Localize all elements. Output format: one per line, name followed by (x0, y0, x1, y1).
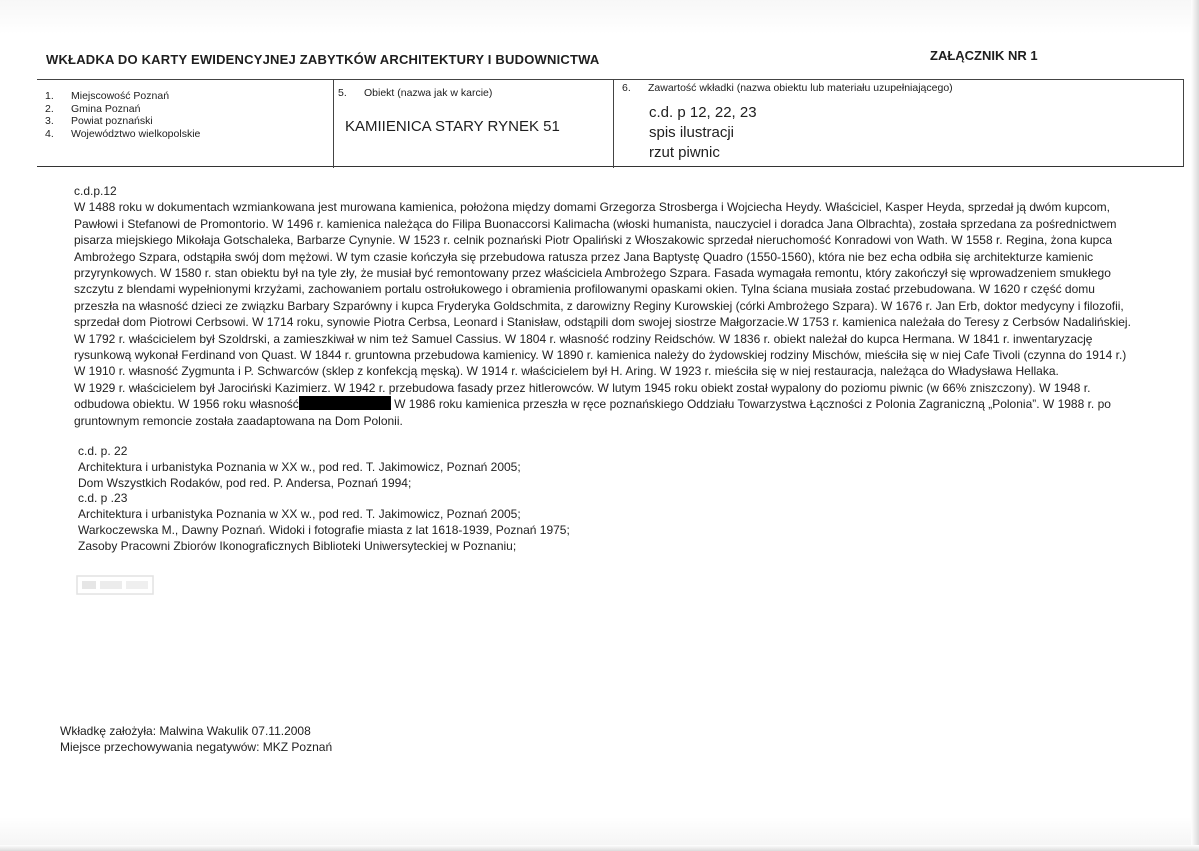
text-line: W 1792 r. właścicielem był Szoldrski, a zamieszkiwał w nim też Samuel Cassius. W 1804 r. własność rodziny Reidschów. W 1836 r. obiekt należał do kupca Hermana. W 1841 r. inwentaryzację (74, 331, 1093, 346)
location-row (45, 128, 200, 141)
text-line: Ambrożego Szpara, odstąpiła swój dom mężowi. W tym czasie kończyła się przebudowa ratusza przez Jana Baptystę Quadro (1550-1560), która nie bez echa odbiła się architekturze kamienic (74, 249, 1094, 264)
location-text: Gmina Poznań (71, 102, 141, 115)
text-line: przeszła na własność dzieci ze związku Barbary Szparówny i kupca Fryderyka Goldschmita, z darowizny Reginy Kurowskiej (córki Ambrożego Szpara). W 1676 r. Jan Erb, doktor medycyny i filozofii, (74, 298, 1124, 313)
text-fragment: odbudowa obiektu. W 1956 roku własność (74, 397, 299, 412)
page-edge-shadow-bottom (0, 845, 1199, 851)
author-line: Wkładkę założyła: Malwina Wakulik 07.11.2008 (60, 724, 311, 738)
reference-item: Architektura i urbanistyka Poznania w XX w., pod red. T. Jakimowicz, Poznań 2005; (78, 507, 521, 522)
reference-item: Dom Wszystkich Rodaków, pod red. P. Andersa, Poznań 1994; (78, 475, 412, 490)
text-line: przyrynkowych. W 1580 r. stan obiektu był na tyle zły, że musiał być remontowany przez właściciela Ambrożego Szpara. Fasada wymagała remontu, który zakończył się wprowadzeniem smukłego (74, 266, 1111, 281)
references (78, 444, 570, 555)
location-row (45, 103, 200, 116)
contents-label (622, 82, 953, 94)
annex-label: ZAŁĄCZNIK NR 1 (930, 48, 1038, 63)
text-line: W 1910 r. własność Zygmunta i P. Schwarców (sklep z konfekcją męską). W 1914 r. właścicielem był H. Aring. W 1923 r. mieściła się w niej restauracja, należąca do Władysława Hellaka. (74, 364, 1059, 379)
row-number: 4. (45, 127, 54, 140)
text-fragment: W 1986 roku kamienica przeszła w ręce poznańskiego Oddziału Towarzystwa Łączności z Polonia Zagraniczną „Polonia”. W 1988 r. po (390, 397, 1111, 412)
storage-line: Miejsce przechowywania negatywów: MKZ Poznań (60, 740, 333, 754)
object-value: KAMIIENICA STARY RYNEK 51 (345, 118, 560, 135)
text-line: W 1488 roku w dokumentach wzmiankowana jest murowana kamienica, położona między domami Grzegorza Strosberga i Wojciecha Heydy. Właściciel, Kasper Heyda, sprzedał ją dwóm kupcom, (74, 200, 1111, 215)
text-line: rysunkową wykonał Ferdinand von Quast. W 1844 r. gruntowna przebudowa kamienicy. W 1890 r. kamienica należy do żydowskiej rodziny Mischów, mieściła się w niej Cafe Tivoli (czynna do 1914 r.) (74, 348, 1127, 363)
history-text (74, 183, 1131, 429)
location-list (45, 90, 200, 140)
location-text: Województwo wielkopolskie (71, 127, 201, 140)
reference-heading: c.d. p .23 (78, 491, 128, 506)
row-number: 3. (45, 115, 54, 127)
location-row (45, 90, 200, 103)
text-line: Pawłowi i Stefanowi de Promontorio. W 1496 r. kamienica należąca do Filipa Buonaccorsi Kalimacha (włoski humanista, nauczyciel i doradca Jana Olbrachta), została sprzedana za pośrednictwem (74, 216, 1117, 231)
location-row (45, 115, 200, 128)
row-number: 6. (622, 82, 631, 94)
text-line: pisarza miejskiego Mikołaja Gotschaleka, Barbarze Cynynie. W 1523 r. celnik poznański Piotr Opaliński z Włoszakowic sprzedał nieruchomość Konradowi von Wath. W 1558 r. Regina, żona kupca (74, 233, 1113, 248)
faint-stamp-mark (76, 574, 156, 596)
section-heading: c.d.p.12 (74, 184, 117, 198)
location-text: Powiat poznański (71, 115, 153, 127)
contents-list (649, 103, 757, 163)
contents-item: rzut piwnic (649, 144, 720, 161)
table-divider (613, 80, 614, 168)
table-divider (333, 80, 334, 168)
location-text: Miejscowość Poznań (71, 90, 170, 102)
reference-item: Warkoczewska M., Dawny Poznań. Widoki i fotografie miasta z lat 1618-1939, Poznań 1975; (78, 522, 570, 537)
reference-item: Architektura i urbanistyka Poznania w XX w., pod red. T. Jakimowicz, Poznań 2005; (78, 459, 521, 474)
reference-item: Zasoby Pracowni Zbiorów Ikonograficznych Biblioteki Uniwersyteckiej w Poznaniu; (78, 538, 517, 553)
object-label (338, 87, 492, 99)
footer-info (60, 723, 332, 755)
row-number: 2. (45, 102, 54, 115)
text-line: szczytu z blendami wypełnionymi krzyżami, zachowaniem portalu ostrołukowego i obramienia profilowanymi opaskami okien. Tylna ściana musiała zostać przebudowana. W 1620 r część domu (74, 282, 1095, 297)
reference-heading: c.d. p. 22 (78, 444, 128, 458)
text-line: W 1929 r. właścicielem był Jarociński Kazimierz. W 1942 r. przebudowa fasady przez hitlerowców. W lutym 1945 roku obiekt został wypalony do poziomu piwnic (w 66% zniszczony). W 1948 r. (74, 380, 1091, 395)
contents-label-text: Zawartość wkładki (nazwa obiektu lub materiału uzupełniającego) (648, 82, 953, 94)
page-edge-shadow (1191, 0, 1199, 851)
row-number: 5. (338, 87, 347, 99)
info-table (37, 79, 1184, 167)
object-label-text: Obiekt (nazwa jak w karcie) (364, 87, 493, 99)
document-title: WKŁADKA DO KARTY EWIDENCYJNEJ ZABYTKÓW ARCHITEKTURY I BUDOWNICTWA (46, 52, 600, 67)
text-line: sprzedał dom Piotrowi Cerbsowi. W 1714 roku, synowie Piotra Cerbsa, Leonard i Stanisław, odstąpili dom swojej siostrze Małgorzacie.W 1753 r. kamienica należała do Teresy z Cerbsów Nadalińskiej. (74, 315, 1131, 330)
text-line (74, 396, 1114, 412)
row-number: 1. (45, 90, 54, 102)
text-line: gruntownym remoncie została zaadaptowana na Dom Polonii. (74, 413, 403, 428)
redaction-bar (299, 396, 391, 410)
contents-item: c.d. p 12, 22, 23 (649, 104, 757, 121)
contents-item: spis ilustracji (649, 124, 735, 141)
